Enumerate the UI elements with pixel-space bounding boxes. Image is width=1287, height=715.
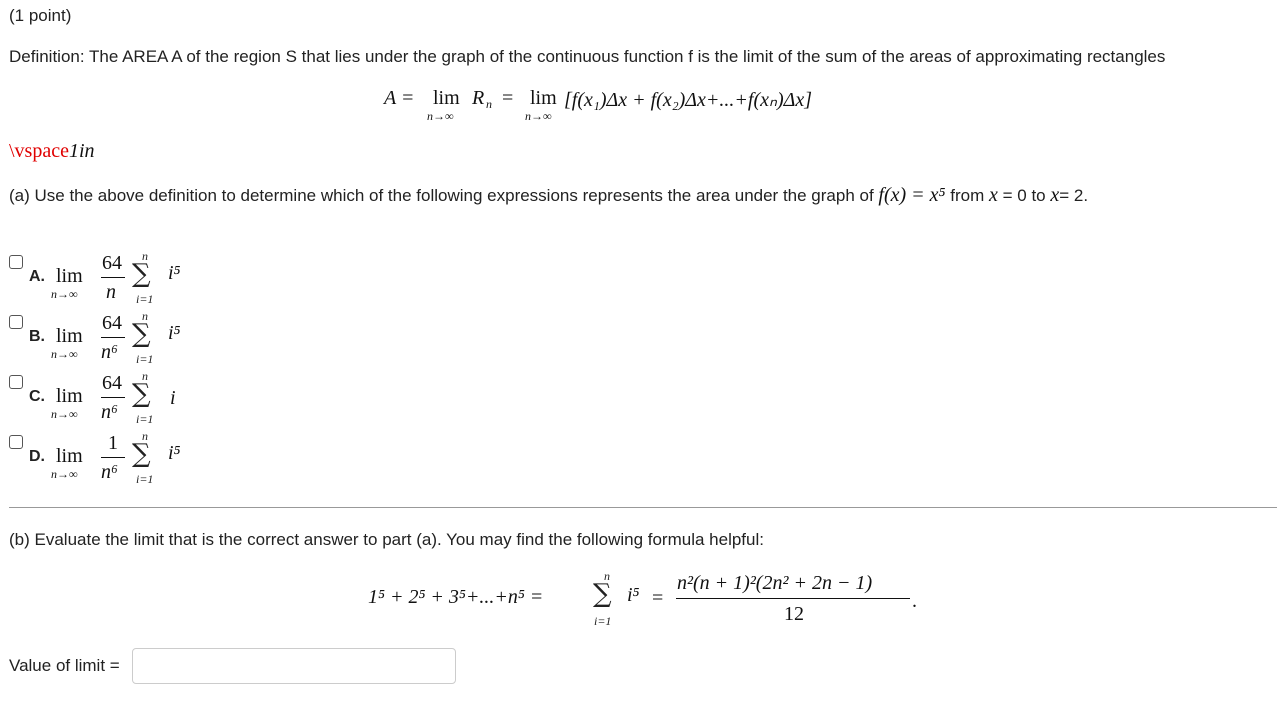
latex-command: \vspace (9, 140, 69, 162)
formula-equals: = (502, 87, 514, 109)
option-d-numerator: 1 (108, 432, 118, 454)
option-d-sigma-icon: ∑ (132, 439, 151, 469)
option-a-fraction-bar (101, 277, 125, 278)
option-d-lim-sub: n→∞ (51, 467, 78, 481)
part-b-term: i⁵ (627, 584, 640, 606)
option-c-lim: lim (56, 385, 83, 407)
part-a-range1: = 0 to (1002, 186, 1046, 205)
part-a-question (9, 184, 1088, 207)
option-a-denominator: n (106, 281, 116, 303)
option-b-sigma-icon: ∑ (132, 319, 151, 349)
option-a-letter: A. (29, 268, 45, 285)
option-a-sum-bottom: i=1 (136, 292, 154, 306)
lim-1-sub: n→∞ (427, 109, 454, 123)
option-a-checkbox[interactable] (9, 255, 23, 269)
option-c-fraction-bar (101, 397, 125, 398)
option-d-denominator: n⁶ (101, 461, 118, 483)
lim-2: lim (530, 87, 557, 109)
option-c-sigma-icon: ∑ (132, 379, 151, 409)
part-b-sum-bottom: i=1 (594, 614, 612, 628)
part-a-x2: x (1050, 184, 1060, 206)
option-b-sum-bottom: i=1 (136, 352, 154, 366)
option-c-denominator: n⁶ (101, 401, 118, 423)
part-b-period: . (912, 590, 917, 612)
R-sub: n (486, 97, 492, 111)
answer-label: Value of limit = (9, 656, 120, 675)
part-b-denominator: 12 (784, 603, 804, 625)
answer-input[interactable] (132, 648, 456, 684)
option-b-lim: lim (56, 325, 83, 347)
option-b-numerator: 64 (102, 312, 122, 334)
part-a-x1: x (988, 184, 998, 206)
option-a-numerator: 64 (102, 252, 122, 274)
raw-latex-text (9, 140, 95, 163)
section-divider (9, 507, 1277, 508)
part-b-sigma-icon: ∑ (593, 579, 612, 609)
part-b-sum-top: n (604, 569, 610, 583)
points-label: (1 point) (9, 6, 72, 25)
option-b-letter: B. (29, 328, 45, 345)
part-b-lhs: 1⁵ + 2⁵ + 3⁵+...+n⁵ = (368, 586, 544, 608)
part-a-function: f(x) = x⁵ (878, 184, 946, 206)
definition-text: Definition: The AREA A of the region S that lies under the graph of the continuous function f is the limit of the sum of the areas of approximating rectangles (9, 47, 1166, 66)
option-c-sum-top: n (142, 369, 148, 383)
lim-2-sub: n→∞ (525, 109, 552, 123)
option-d-sum-bottom: i=1 (136, 472, 154, 486)
latex-rest: 1in (68, 140, 95, 162)
option-a-sigma-icon: ∑ (132, 259, 151, 289)
option-b-term: i⁵ (168, 322, 181, 344)
option-a-term: i⁵ (168, 262, 181, 284)
option-c-checkbox[interactable] (9, 375, 23, 389)
part-a-prefix: (a) Use the above definition to determine which of the following expressions represents the area under the graph of (9, 186, 874, 205)
option-a-lim: lim (56, 265, 83, 287)
formula-lhs: A = (384, 87, 415, 109)
option-d-checkbox[interactable] (9, 435, 23, 449)
part-a-range2: = 2. (1059, 186, 1089, 205)
R-symbol: R (472, 87, 485, 109)
option-d-letter: D. (29, 448, 45, 465)
option-c-term: i (170, 387, 176, 409)
option-d-fraction-bar (101, 457, 125, 458)
option-d-term: i⁵ (168, 442, 181, 464)
option-c-lim-sub: n→∞ (51, 407, 78, 421)
part-a-from: from (950, 186, 985, 205)
part-b-equals: = (652, 587, 664, 609)
option-b-checkbox[interactable] (9, 315, 23, 329)
option-d-lim: lim (56, 445, 83, 467)
option-c-numerator: 64 (102, 372, 122, 394)
option-c-letter: C. (29, 388, 45, 405)
part-b-question: (b) Evaluate the limit that is the correct answer to part (a). You may find the following formula helpful: (9, 530, 764, 549)
bracket-expression: [f(x₁)Δx + f(x₂)Δx+...+f(xₙ)Δx] (564, 89, 813, 111)
part-b-numerator: n²(n + 1)²(2n² + 2n − 1) (677, 572, 873, 594)
option-b-fraction-bar (101, 337, 125, 338)
option-a-lim-sub: n→∞ (51, 287, 78, 301)
part-b-fraction-bar (676, 598, 910, 599)
option-c-sum-bottom: i=1 (136, 412, 154, 426)
option-b-sum-top: n (142, 309, 148, 323)
lim-1: lim (433, 87, 460, 109)
option-b-lim-sub: n→∞ (51, 347, 78, 361)
option-a-sum-top: n (142, 249, 148, 263)
option-b-denominator: n⁶ (101, 341, 118, 363)
option-d-sum-top: n (142, 429, 148, 443)
